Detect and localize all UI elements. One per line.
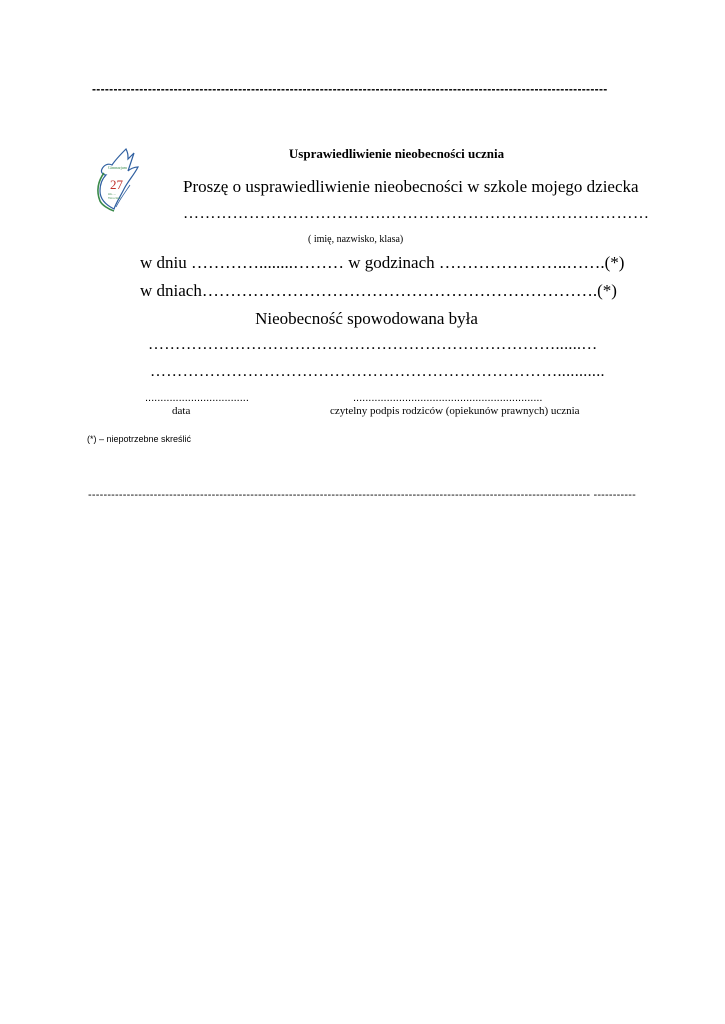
days-field[interactable]: w dniach…………………………………………………………….(*)	[140, 281, 617, 300]
date-label: data	[172, 405, 191, 417]
cause-field-line-1[interactable]: …………………………………………………………………......…	[148, 336, 598, 353]
cause-label: Nieobecność spowodowana była	[255, 309, 478, 328]
date-signature-field[interactable]: ..................................	[145, 392, 249, 404]
logo-number: 27	[110, 177, 123, 192]
svg-text:im. ...: im. ...	[108, 192, 117, 196]
parent-signature-field[interactable]: ..............................................................	[353, 392, 543, 404]
footnote: (*) – niepotrzebne skreślić	[87, 434, 192, 444]
cause-field-line-2[interactable]: …………………………………………………………………...........	[150, 363, 605, 380]
request-text: Proszę o usprawiedliwienie nieobecności w szkole mojego dziecka	[183, 177, 639, 196]
svg-text:Gimnazjum: Gimnazjum	[108, 165, 127, 170]
signature-label: czytelny podpis rodziców (opiekunów prawnych) ucznia	[330, 405, 580, 417]
svg-text:Wrocław: Wrocław	[108, 196, 121, 200]
student-name-field[interactable]: ……………………………….…………………………………………	[183, 205, 650, 222]
top-separator-line: ------------------------------------------------------------------------------------------------------------------------	[92, 82, 608, 96]
form-title: Usprawiedliwienie nieobecności ucznia	[288, 146, 505, 161]
student-name-hint: ( imię, nazwisko, klasa)	[308, 234, 404, 245]
date-hours-field[interactable]: w dniu …………........……… w godzinach …………………..…….(*)	[140, 253, 625, 272]
bottom-separator-line: ---------------------------------------------------------------------------------------------------------------------------------- -----------	[88, 489, 636, 501]
